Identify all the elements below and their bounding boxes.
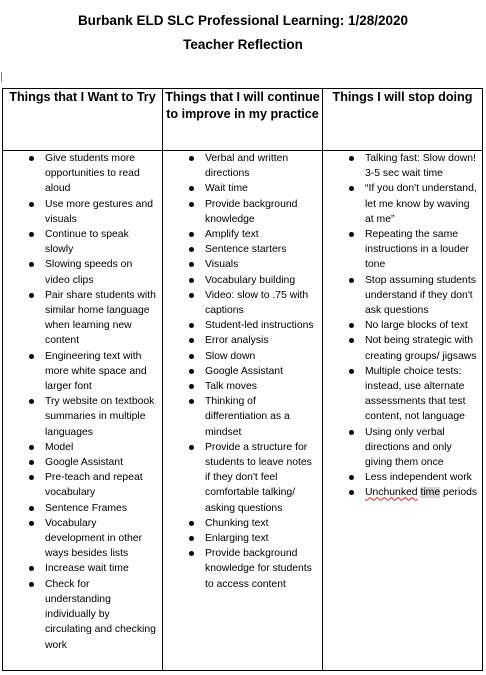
list-item: Not being strategic with creating groups/ jigsaws: [323, 333, 482, 363]
list-item-rest: periods: [443, 487, 478, 499]
list-item: “If you don't understand, let me know by waving at me”: [323, 181, 482, 227]
list-item: Error analysis: [163, 333, 322, 348]
list-item: Vocabulary development in other ways besides lists: [3, 516, 162, 562]
list-item: Thinking of differentiation as a mindset: [163, 394, 322, 440]
list-item: Continue to speak slowly: [3, 227, 162, 257]
list-item: No large blocks of text: [323, 318, 482, 333]
list-item: Provide background knowledge: [163, 197, 322, 227]
list-want-to-try: [3, 151, 162, 653]
list-item: Student-led instructions: [163, 318, 322, 333]
list-item: Model: [3, 440, 162, 455]
list-stop-doing: [323, 151, 482, 501]
list-item: Slowing speeds on video clips: [3, 257, 162, 287]
list-item: Engineering text with more white space and larger font: [3, 349, 162, 395]
list-item: Chunking text: [163, 516, 322, 531]
list-item: Provide a structure for students to leave notes if they don't feel comfortable talking/ asking questions: [163, 440, 322, 516]
list-item: Using only verbal directions and only giving them once: [323, 425, 482, 471]
list-item: Slow down: [163, 349, 322, 364]
column-want-to-try: [3, 151, 163, 671]
spelling-flagged-word: Unchunked: [365, 487, 418, 499]
text-cursor: [1, 72, 2, 82]
highlighted-word: time: [420, 487, 441, 499]
list-continue-improving: [163, 151, 322, 592]
column-header-stop-doing: Things I will stop doing: [323, 89, 483, 151]
list-item: Sentence starters: [163, 242, 322, 257]
table-header-row: [3, 89, 483, 151]
list-item: Wait time: [163, 181, 322, 196]
list-item: Google Assistant: [163, 364, 322, 379]
list-item: Sentence Frames: [3, 501, 162, 516]
list-item: Video: slow to .75 with captions: [163, 288, 322, 318]
column-stop-doing: [323, 151, 483, 671]
list-item: Google Assistant: [3, 455, 162, 470]
list-item-last: [323, 485, 482, 500]
list-item: Talking fast: Slow down! 3-5 sec wait time: [323, 151, 482, 181]
list-item: Visuals: [163, 257, 322, 272]
list-item: Less independent work: [323, 470, 482, 485]
list-item: Repeating the same instructions in a louder tone: [323, 227, 482, 273]
list-item: Pair share students with similar home language when learning new content: [3, 288, 162, 349]
list-item: Stop assuming students understand if they don't ask questions: [323, 273, 482, 319]
table-body-row: [3, 151, 483, 671]
list-item: Talk moves: [163, 379, 322, 394]
document-subtitle: Teacher Reflection: [183, 37, 303, 52]
list-item: Try website on textbook summaries in multiple languages: [3, 394, 162, 440]
list-item: Amplify text: [163, 227, 322, 242]
reflection-table: [2, 88, 483, 671]
document-title: Burbank ELD SLC Professional Learning: 1/28/2020: [77, 13, 409, 28]
column-header-continue-improving: Things that I will continue to improve in my practice: [163, 89, 323, 151]
list-item: Pre-teach and repeat vocabulary: [3, 470, 162, 500]
list-item: Multiple choice tests: instead, use alternate assessments that test content, not language: [323, 364, 482, 425]
list-item: Use more gestures and visuals: [3, 197, 162, 227]
list-item: Enlarging text: [163, 531, 322, 546]
column-header-want-to-try: Things that I Want to Try: [3, 89, 163, 151]
list-item: Increase wait time: [3, 561, 162, 576]
list-item: Provide background knowledge for students to access content: [163, 546, 322, 592]
list-item: Check for understanding individually by circulating and checking work: [3, 577, 162, 653]
list-item: Give students more opportunities to read aloud: [3, 151, 162, 197]
column-continue-improving: [163, 151, 323, 671]
list-item: Vocabulary building: [163, 273, 322, 288]
list-item: Verbal and written directions: [163, 151, 322, 181]
